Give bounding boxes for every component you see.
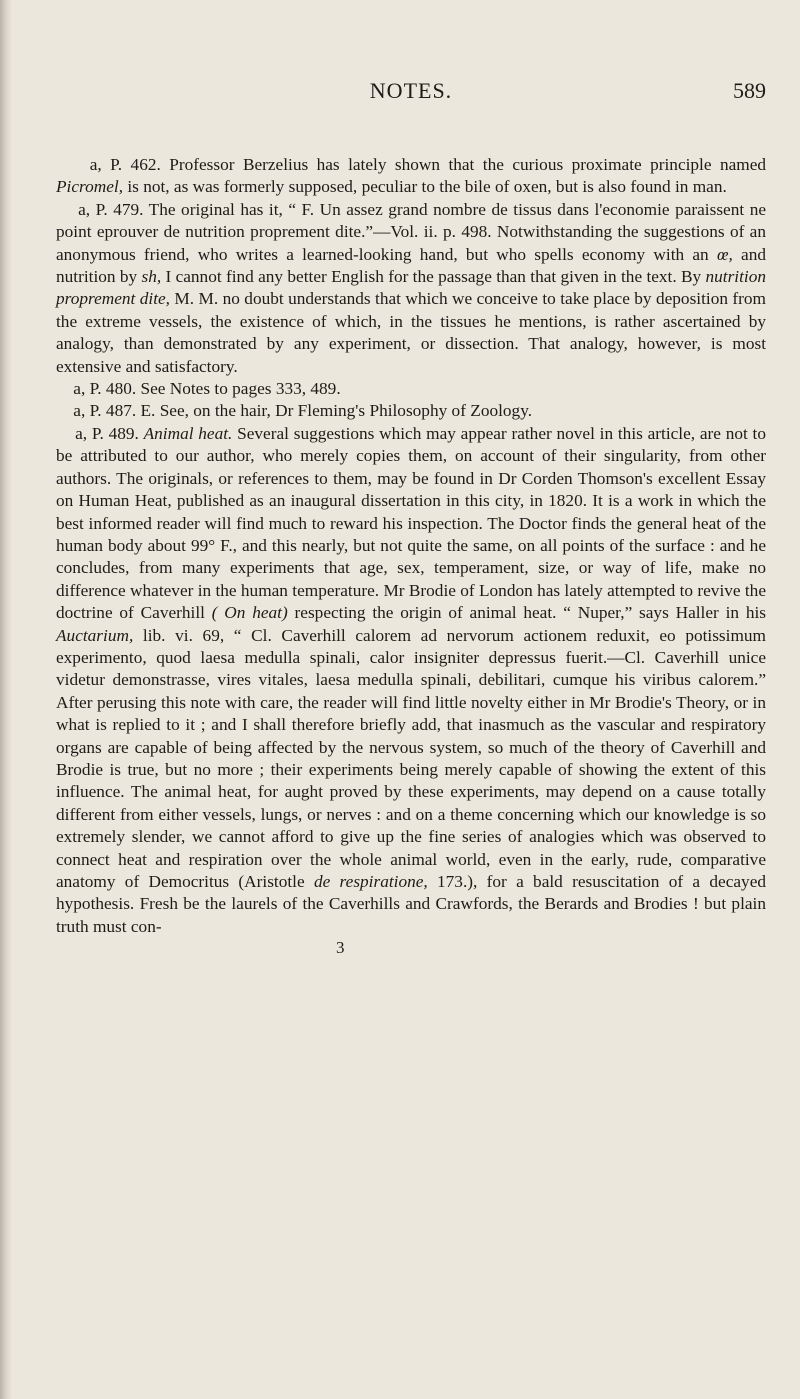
paragraph-indent xyxy=(56,200,78,219)
note-text: See Notes to pages 333, 489. xyxy=(136,379,341,399)
note-text: I cannot find any better English for the passage than that given in the text. By xyxy=(161,267,706,287)
note-reference: a, P. 462. xyxy=(89,155,161,174)
note-text: E. See, on the hair, Dr Fleming's Philosophy of Zoology. xyxy=(136,401,533,421)
note-paragraph xyxy=(56,154,766,199)
note-italic-text: sh, xyxy=(141,267,162,287)
paragraph-indent xyxy=(56,401,73,420)
page-header xyxy=(56,78,766,112)
note-text: respecting the origin of animal heat. “ Nuper,” says Haller in his xyxy=(287,603,766,623)
note-text: M. M. no doubt understands that which we conceive to take place by deposition from the extreme vessels, the existence of which, in the tissues he mentions, is rather ascertained by analogy, than demonstrated by any experiment, or dissection. That analogy, however, is most extensive and satisfactory. xyxy=(56,289,766,376)
note-paragraph xyxy=(56,400,766,422)
paragraph-indent xyxy=(56,379,73,398)
note-reference: a, P. 480. xyxy=(73,379,137,399)
notes-body xyxy=(56,154,766,938)
note-italic-text: ( On heat) xyxy=(211,603,288,623)
note-text: Several suggestions which may appear rather novel in this article, are not to be attributed to our author, who merely copies them, on account of their singularity, from other authors. The originals, or references to them, may be found in Dr Corden Thomson's excellent Essay on Human Heat, published as an inaugural dissertation in this city, in 1820. It is a work in which the best informed reader will find much to reward his inspection. The Doctor finds the general heat of the human body about 99° F., and this nearly, but not quite the same, on all points of the surface : and he concludes, from many experiments that age, sex, temperament, size, or way of life, make no difference whatever in the human temperature. Mr Brodie of London has lately attempted to revive the doctrine of Caverhill xyxy=(56,423,767,623)
note-reference: a, P. 487. xyxy=(73,401,137,421)
note-text: The original has it, “ F. Un assez grand nombre de tissus dans l'economie paraissent ne point eprouver de nutrition proprement dite.”—Vol. ii. p. 498. Notwithstanding the suggestions of an anonymous friend, who writes a learned-looking hand, but who spells economy with an xyxy=(56,199,767,264)
note-text: Professor Berzelius has lately shown that the curious proximate principle named xyxy=(160,155,767,174)
note-text: and nutrition by xyxy=(56,244,767,287)
note-reference: a, P. 489. xyxy=(75,423,139,443)
note-italic-text: œ, xyxy=(716,244,733,264)
note-text: 173.), for a bald resuscitation of a decayed hypothesis. Fresh be the laurels of the Caverhills and Crawfords, the Berards and Brodies ! but plain truth must con- xyxy=(56,872,767,936)
printer-signature-mark: 3 xyxy=(336,938,345,958)
running-title: NOTES. xyxy=(369,78,453,103)
page-number: 589 xyxy=(733,78,766,103)
note-reference: a, P. 479. xyxy=(78,199,144,219)
paragraph-indent xyxy=(56,424,75,443)
note-italic-text: nutrition proprement dite, xyxy=(56,267,766,309)
note-italic-text: de respiratione, xyxy=(313,872,428,891)
note-italic-text: Picromel, xyxy=(56,177,124,197)
note-paragraph xyxy=(56,423,766,938)
note-italic-text: Auctarium, xyxy=(56,625,134,645)
book-spine-shadow xyxy=(0,0,12,1399)
note-paragraph xyxy=(56,378,766,400)
note-text: is not, as was formerly supposed, peculiar to the bile of oxen, but is also found in man. xyxy=(123,177,727,197)
book-page xyxy=(56,78,766,958)
paragraph-indent xyxy=(56,155,90,174)
note-paragraph xyxy=(56,199,766,378)
note-italic-text: Animal heat. xyxy=(143,423,233,443)
note-text: lib. vi. 69, “ Cl. Caverhill calorem ad nervorum actionem reduxit, eo potissimum experimento, quod laesa medulla spinali, calor insigniter depressus fuerit.—Cl. Caverhill unice videtur demonstrasse, vires vitales, laesa medulla spinali, debilitari, cumque his viribus calorem.” After perusing this note with care, the reader will find little novelty either in Mr Brodie's Theory, or in what is replied to it ; and I shall therefore briefly add, that inasmuch as the vascular and respiratory organs are capable of being affected by the nervous system, so much of the theory of Caverhill and Brodie is true, but no more ; their experiments being merely capable of showing the extent of this influence. The animal heat, for aught proved by these experiments, may depend on a cause totally different from either vessels, lungs, or nerves : and on a theme concerning which our knowledge is so extremely slender, we cannot afford to give up the fine series of analogies which was observed to connect heat and respiration over the whole animal world, even in the early, rude, comparative anatomy of Democritus (Aristotle xyxy=(56,625,766,891)
